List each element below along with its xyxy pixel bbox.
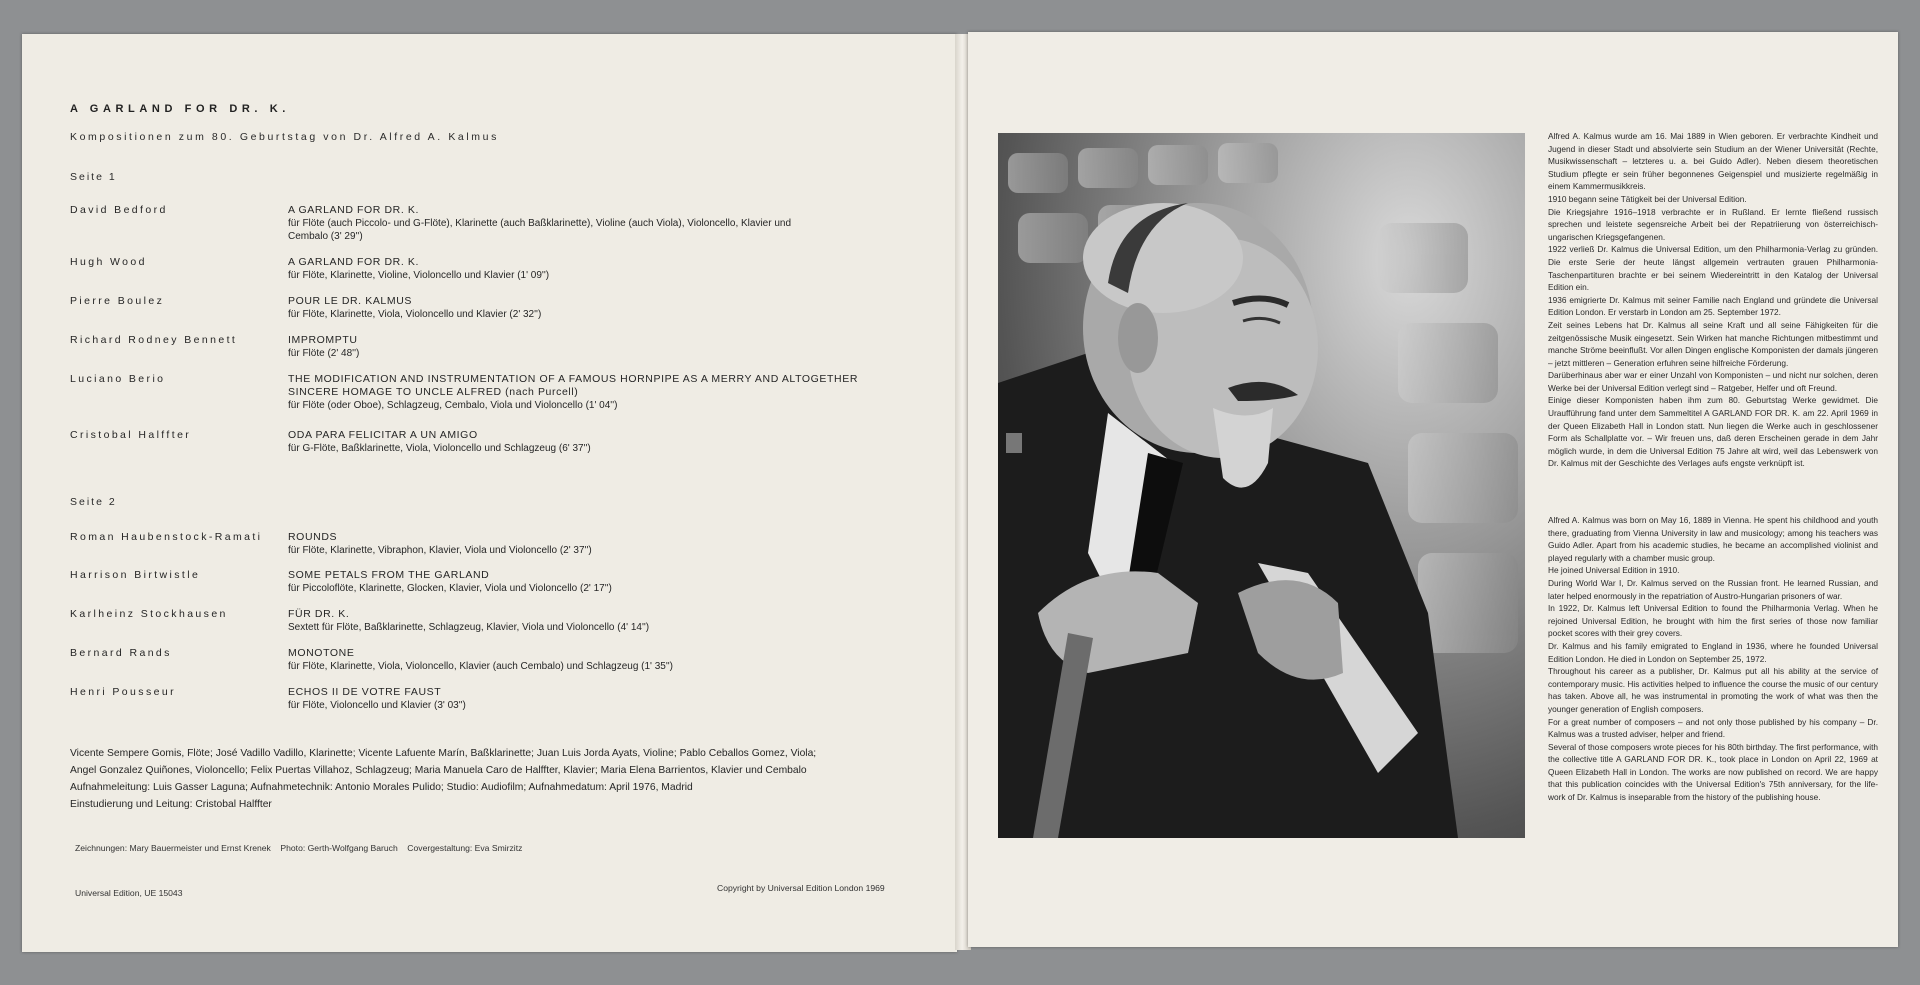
work-title: SOME PETALS FROM THE GARLAND	[288, 569, 490, 581]
work-instrumentation: für Flöte (auch Piccolo- und G-Flöte), Klarinette (auch Baßklarinette), Violine (auch Viola), Violoncello, Klavier und	[288, 218, 792, 229]
credits-line: Vicente Sempere Gomis, Flöte; José Vadillo Vadillo, Klarinette; Vicente Lafuente Marín, Baßklarinette; Juan Luis Jorda Ayats, Violine; Pablo Ceballos Gomez, Viola;	[70, 748, 817, 759]
work-instrumentation: für G-Flöte, Baßklarinette, Viola, Violoncello und Schlagzeug (6' 37'')	[288, 443, 591, 454]
work-instrumentation: für Flöte, Violoncello und Klavier (3' 03'')	[288, 700, 466, 711]
bio-paragraph: During World War I, Dr. Kalmus served on the Russian front. He learned Russian, and later helped enormously in the repatriation of Austro-Hungarian prisoners of war.	[1548, 577, 1878, 601]
catalog-number: Universal Edition, UE 15043	[75, 888, 183, 898]
work-instrumentation: für Flöte, Klarinette, Viola, Violoncello und Klavier (2' 32'')	[288, 309, 542, 320]
composer-name: Cristobal Halffter	[70, 429, 192, 441]
bio-paragraph: Einige dieser Komponisten haben ihm zum 80. Geburtstag Werke gewidmet. Die Uraufführung fand unter dem Sammeltitel A GARLAND FOR DR. K. am 22. April 1969 in der Queen Elizabeth Hall in London statt. Nun liegen die Werke auch in geschlossener Form als Schallplatte vor. – Wir freuen uns, daß deren Erscheinen gerade in dem Jahr möglich wurde, in dem die Universal Edition 75 Jahre alt wird, weil das Lebenswerk von Dr. Kalmus mit der Geschichte des Verlages aufs engste verknüpft ist.	[1548, 395, 1878, 469]
work-instrumentation: Cembalo (3' 29'')	[288, 231, 363, 242]
bio-paragraph: In 1922, Dr. Kalmus left Universal Edition to found the Philharmonia Verlag. When he rejoined Universal Edition, he brought with him the first series of those now familiar pocket scores with their grey covers.	[1548, 603, 1878, 639]
bio-paragraph: He joined Universal Edition in 1910.	[1548, 565, 1680, 576]
work-instrumentation: für Flöte, Klarinette, Vibraphon, Klavier, Viola und Violoncello (2' 37'')	[288, 545, 592, 556]
work-instrumentation: Sextett für Flöte, Baßklarinette, Schlagzeug, Klavier, Viola und Violoncello (4' 14'')	[288, 622, 650, 633]
credits-line: Angel Gonzalez Quiñones, Violoncello; Felix Puertas Villahoz, Schlagzeug; Maria Manuela Caro de Halffter, Klavier; Maria Elena Barrientos, Klavier und Cembalo	[70, 765, 807, 776]
work-instrumentation: für Flöte (2' 48'')	[288, 348, 360, 359]
work-title: FÜR DR. K.	[288, 608, 350, 620]
performer-credits	[70, 745, 920, 813]
bio-paragraph: Zeit seines Lebens hat Dr. Kalmus all seine Kraft und all seine Fähigkeiten für die zeitgenössische Musik eingesetzt. Sein Wirken hat manche Richtungen mitbestimmt und manche Ströme beeinflußt. Vor allen Dingen englische Komponisten der damals jüngeren – jetzt mittleren – Generation erfuhren seine hilfreiche Förderung.	[1548, 319, 1878, 368]
left-page	[22, 34, 957, 952]
work-title: ROUNDS	[288, 531, 338, 543]
portrait-photo	[998, 133, 1525, 838]
bio-paragraph: Die Kriegsjahre 1916–1918 verbrachte er in Rußland. Er lernte fließend russisch sprechen und leistete segensreiche Arbeit bei der Repatriierung von österreichisch-ungarischen Kriegsgefangenen.	[1548, 206, 1878, 242]
composer-name: Roman Haubenstock-Ramati	[70, 531, 263, 543]
composer-name: Karlheinz Stockhausen	[70, 608, 228, 620]
album-title: A GARLAND FOR DR. K.	[70, 103, 290, 115]
art-credits: Zeichnungen: Mary Bauermeister und Ernst Krenek Photo: Gerth-Wolfgang Baruch Covergestaltung: Eva Smirzitz	[75, 843, 523, 853]
bio-paragraph: For a great number of composers – and not only those published by his company – Dr. Kalmus was a trusted adviser, helper and friend.	[1548, 716, 1878, 740]
work-title: A GARLAND FOR DR. K.	[288, 204, 420, 216]
side-1-label: Seite 1	[70, 171, 117, 183]
portrait-illustration	[998, 133, 1525, 838]
work-title: ECHOS II DE VOTRE FAUST	[288, 686, 442, 698]
work-title-continued: SINCERE HOMAGE TO UNCLE ALFRED (nach Purcell)	[288, 386, 579, 398]
work-title: THE MODIFICATION AND INSTRUMENTATION OF A FAMOUS HORNPIPE AS A MERRY AND ALTOGETHER	[288, 373, 859, 385]
bio-paragraph: 1910 begann seine Tätigkeit bei der Universal Edition.	[1548, 193, 1747, 204]
work-title: A GARLAND FOR DR. K.	[288, 256, 420, 268]
composer-name: Pierre Boulez	[70, 295, 165, 307]
composer-name: Bernard Rands	[70, 647, 172, 659]
composer-name: Harrison Birtwistle	[70, 569, 201, 581]
work-instrumentation: für Flöte (oder Oboe), Schlagzeug, Cembalo, Viola und Violoncello (1' 04'')	[288, 400, 618, 411]
bio-paragraph: Alfred A. Kalmus was born on May 16, 1889 in Vienna. He spent his childhood and youth there, graduating from Vienna University in law and musicology; among his teachers was Guido Adler. Apart from his academic studies, he became an accomplished violinist and played regularly with a chamber music group.	[1548, 515, 1878, 563]
bio-paragraph: Darüberhinaus aber war er einer Unzahl von Komponisten – und nicht nur solchen, deren Werke bei der Universal Edition verlegt sind – Ratgeber, Helfer und oft Freund.	[1548, 370, 1878, 393]
bio-paragraph: 1922 verließ Dr. Kalmus die Universal Edition, um den Philharmonia-Verlag zu gründen. Die erste Serie der heute längst allgemein vertrauten grauen Philharmonia-Taschenpartituren brachte er bei seinem Wiedereintritt in den Katalog der Universal Edition ein.	[1548, 244, 1878, 293]
work-instrumentation: für Flöte, Klarinette, Violine, Violoncello und Klavier (1' 09'')	[288, 270, 550, 281]
work-title: IMPROMPTU	[288, 334, 358, 346]
work-title: ODA PARA FELICITAR A UN AMIGO	[288, 429, 478, 441]
bio-paragraph: 1936 emigrierte Dr. Kalmus mit seiner Familie nach England und gründete die Universal Edition London. Er verstarb in London am 25. September 1972.	[1548, 294, 1878, 318]
album-subtitle: Kompositionen zum 80. Geburtstag von Dr. Alfred A. Kalmus	[70, 131, 499, 143]
bio-paragraph: Alfred A. Kalmus wurde am 16. Mai 1889 in Wien geboren. Er verbrachte Kindheit und Jugend in dieser Stadt und absolvierte sein Studium an der Wiener Universität (Rechte, Musikwissenschaft – letzteres u. a. bei Guido Adler). Neben diesem theoretischen Studium pflegte er sein früher begonnenes Geigenspiel und musizierte regelmäßig in einem Kammermusikkreis.	[1548, 131, 1878, 192]
bio-paragraph: Throughout his career as a publisher, Dr. Kalmus put all his ability at the service of contemporary music. His activities helped to influence the course the music of our century has taken. Above all, he was instrumental in promoting the work of what was then the younger generation of English composers.	[1548, 666, 1878, 714]
work-instrumentation: für Flöte, Klarinette, Viola, Violoncello, Klavier (auch Cembalo) und Schlagzeug (1' 35'')	[288, 661, 674, 672]
composer-name: Henri Pousseur	[70, 686, 176, 698]
work-title: MONOTONE	[288, 647, 355, 659]
biography-english	[1548, 514, 1878, 804]
work-title: POUR LE DR. KALMUS	[288, 295, 412, 307]
work-instrumentation: für Piccoloflöte, Klarinette, Glocken, Klavier, Viola und Violoncello (2' 17'')	[288, 583, 612, 594]
bio-paragraph: Dr. Kalmus and his family emigrated to England in 1936, where he founded Universal Edition London. He died in London on September 25, 1972.	[1548, 640, 1878, 664]
credits-line: Aufnahmeleitung: Luis Gasser Laguna; Aufnahmetechnik: Antonio Morales Pulido; Studio: Audiofilm; Aufnahmedatum: April 1976, Madrid	[70, 782, 693, 793]
biography-german	[1548, 130, 1878, 470]
composer-name: Richard Rodney Bennett	[70, 334, 238, 346]
side-2-label: Seite 2	[70, 496, 117, 508]
copyright-notice: Copyright by Universal Edition London 1969	[717, 883, 885, 893]
composer-name: David Bedford	[70, 204, 168, 216]
composer-name: Hugh Wood	[70, 256, 147, 268]
composer-name: Luciano Berio	[70, 373, 166, 385]
credits-line: Einstudierung und Leitung: Cristobal Halffter	[70, 799, 272, 810]
bio-paragraph: Several of those composers wrote pieces for his 80th birthday. The first performance, with the collective title A GARLAND FOR DR. K., took place in London on April 22, 1969 at Queen Elizabeth Hall in London. The works are now published on record. We are happy that this publication coincides with the Universal Edition's 75th anniversary, for the life-work of Dr. Kalmus is inseparable from the history of the publishing house.	[1548, 741, 1878, 803]
